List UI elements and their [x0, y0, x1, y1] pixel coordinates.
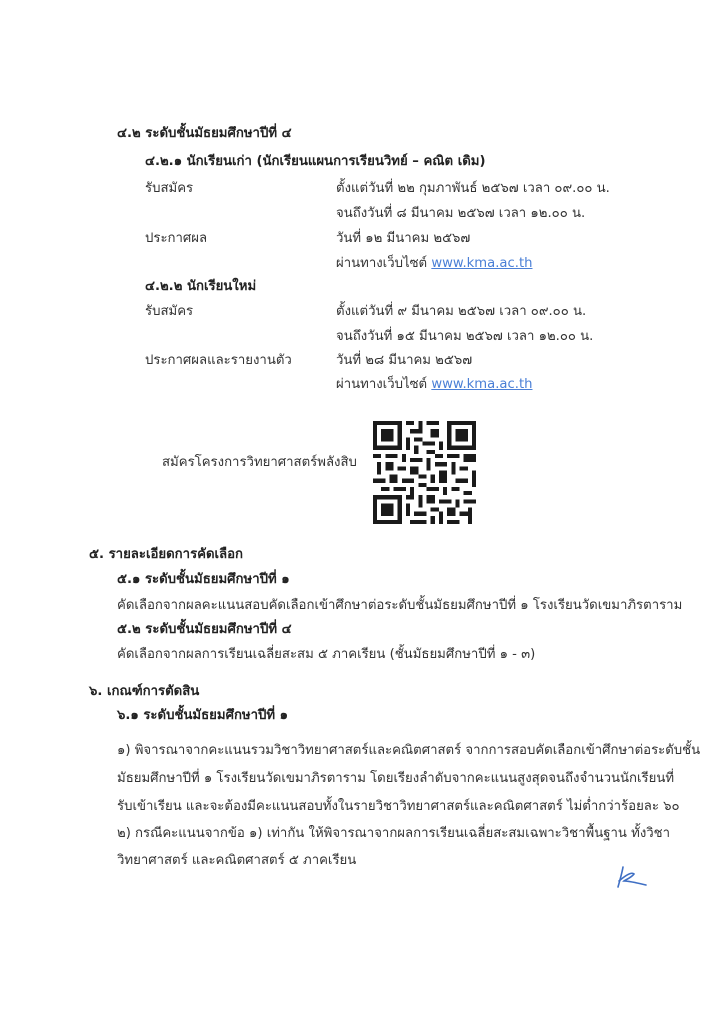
criterion-1-line-1: ๑) พิจารณาจากคะแนนรวมวิชาวิทยาศาสตร์และคณิตศาสตร์ จากการสอบคัดเลือกเข้าศึกษาต่อระดับชั้น	[117, 743, 701, 758]
section-5-2-text: คัดเลือกจากผลการเรียนเฉลี่ยสะสม ๕ ภาคเรียน (ชั้นมัธยมศึกษาปีที่ ๑ - ๓)	[117, 647, 536, 662]
new-announce-date: วันที่ ๒๘ มีนาคม ๒๕๖๗	[336, 353, 473, 368]
criterion-1-line-2: มัธยมศึกษาปีที่ ๑ โรงเรียนวัดเขมาภิรตาราม โดยเรียงลำดับจากคะแนนสูงสุดจนถึงจำนวนนักเรียนที่	[117, 771, 675, 786]
section-4-2-1-heading: ๔.๒.๑ นักเรียนเก่า (นักเรียนแผนการเรียนวิทย์ – คณิต เดิม)	[145, 154, 486, 169]
new-apply-label: รับสมัคร	[145, 304, 194, 319]
old-announce-website	[336, 256, 532, 272]
section-6-heading: ๖. เกณฑ์การตัดสิน	[89, 684, 200, 699]
old-announce-date: วันที่ ๑๒ มีนาคม ๒๕๖๗	[336, 231, 471, 246]
old-apply-label: รับสมัคร	[145, 181, 194, 196]
section-6-1-heading: ๖.๑ ระดับชั้นมัธยมศึกษาปีที่ ๑	[117, 708, 289, 723]
new-apply-date-start: ตั้งแต่วันที่ ๙ มีนาคม ๒๕๖๗ เวลา ๐๙.๐๐ น.	[336, 304, 587, 319]
handwritten-initial-icon	[615, 864, 651, 890]
qr-caption: สมัครโครงการวิทยาศาสตร์พลังสิบ	[162, 455, 357, 470]
section-4-2-heading: ๔.๒ ระดับชั้นมัธยมศึกษาปีที่ ๔	[117, 126, 292, 141]
old-apply-date-start: ตั้งแต่วันที่ ๒๒ กุมภาพันธ์ ๒๕๖๗ เวลา ๐๙.๐๐ น.	[336, 181, 610, 196]
criterion-1-line-3: รับเข้าเรียน และจะต้องมีคะแนนสอบทั้งในรายวิชาวิทยาศาสตร์และคณิตศาสตร์ ไม่ต่ำกว่าร้อยละ ๖๐	[117, 799, 680, 814]
via-website-label: ผ่านทางเว็บไซต์	[336, 256, 428, 271]
new-apply-date-end: จนถึงวันที่ ๑๕ มีนาคม ๒๕๖๗ เวลา ๑๒.๐๐ น.	[336, 329, 594, 344]
section-5-1-text: คัดเลือกจากผลคะแนนสอบคัดเลือกเข้าศึกษาต่อระดับชั้นมัธยมศึกษาปีที่ ๑ โรงเรียนวัดเขมาภิรตาราม	[117, 598, 683, 613]
kma-website-link[interactable]: www.kma.ac.th	[431, 377, 533, 392]
new-announce-website	[336, 377, 532, 393]
via-website-label: ผ่านทางเว็บไซต์	[336, 377, 428, 392]
new-announce-label: ประกาศผลและรายงานตัว	[145, 353, 292, 368]
section-5-1-heading: ๕.๑ ระดับชั้นมัธยมศึกษาปีที่ ๑	[117, 572, 290, 587]
old-announce-label: ประกาศผล	[145, 231, 208, 246]
qr-code-icon[interactable]	[373, 421, 476, 524]
old-apply-date-end: จนถึงวันที่ ๘ มีนาคม ๒๕๖๗ เวลา ๑๒.๐๐ น.	[336, 206, 586, 221]
kma-website-link[interactable]: www.kma.ac.th	[431, 256, 533, 271]
criterion-2-line-2: วิทยาศาสตร์ และคณิตศาสตร์ ๕ ภาคเรียน	[117, 853, 357, 868]
section-4-2-2-heading: ๔.๒.๒ นักเรียนใหม่	[145, 279, 257, 294]
section-5-heading: ๕. รายละเอียดการคัดเลือก	[89, 547, 244, 562]
criterion-2-line-1: ๒) กรณีคะแนนจากข้อ ๑) เท่ากัน ให้พิจารณาจากผลการเรียนเฉลี่ยสะสมเฉพาะวิชาพื้นฐาน ทั้งวิชา	[117, 826, 671, 841]
section-5-2-heading: ๕.๒ ระดับชั้นมัธยมศึกษาปีที่ ๔	[117, 622, 292, 637]
